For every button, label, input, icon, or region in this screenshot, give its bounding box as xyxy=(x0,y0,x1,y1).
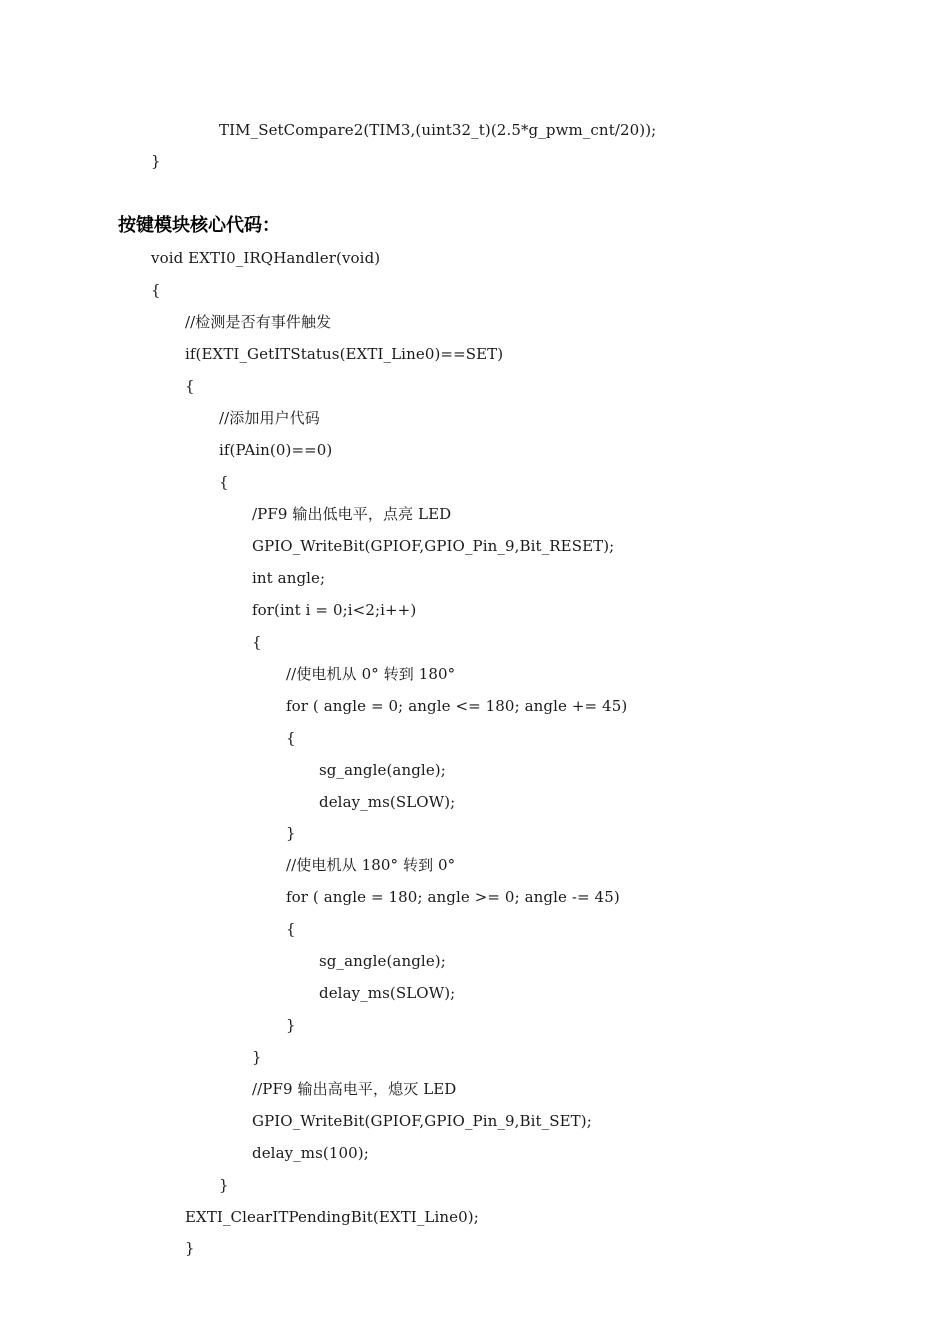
code-comment: //使电机从 0° 转到 180° xyxy=(286,665,456,683)
section-heading: 按键模块核心代码： xyxy=(118,215,280,236)
code-line: } xyxy=(286,1016,296,1034)
code-line: } xyxy=(252,1048,262,1066)
code-line: int angle; xyxy=(252,569,326,587)
code-comment: //检测是否有事件触发 xyxy=(185,313,332,331)
code-line: { xyxy=(151,281,161,299)
code-line: } xyxy=(286,824,296,842)
code-comment: //PF9 输出高电平，熄灭 LED xyxy=(252,1080,457,1098)
code-comment: /PF9 输出低电平，点亮 LED xyxy=(252,505,452,523)
code-line: for ( angle = 180; angle >= 0; angle -= 45) xyxy=(286,888,620,906)
code-line: delay_ms(100); xyxy=(252,1144,369,1162)
code-line: sg_angle(angle); xyxy=(319,952,446,970)
code-line: { xyxy=(286,920,296,938)
code-line: } xyxy=(185,1239,195,1257)
code-line: { xyxy=(252,633,262,651)
code-line: delay_ms(SLOW); xyxy=(319,793,456,811)
code-line: EXTI_ClearITPendingBit(EXTI_Line0); xyxy=(185,1208,479,1226)
code-line: for ( angle = 0; angle <= 180; angle += 45) xyxy=(286,697,628,715)
code-line: if(EXTI_GetITStatus(EXTI_Line0)==SET) xyxy=(185,345,504,363)
code-line: GPIO_WriteBit(GPIOF,GPIO_Pin_9,Bit_SET); xyxy=(252,1112,592,1130)
code-line: GPIO_WriteBit(GPIOF,GPIO_Pin_9,Bit_RESET); xyxy=(252,537,615,555)
code-line: for(int i = 0;i<2;i++) xyxy=(252,601,417,619)
code-line: { xyxy=(219,473,229,491)
code-line: sg_angle(angle); xyxy=(319,761,446,779)
code-line: { xyxy=(185,377,195,395)
code-comment: //使电机从 180° 转到 0° xyxy=(286,856,456,874)
code-line: if(PAin(0)==0) xyxy=(219,441,333,459)
code-line: { xyxy=(286,729,296,747)
code-line: TIM_SetCompare2(TIM3,(uint32_t)(2.5*g_pwm_cnt/20)); xyxy=(219,121,657,139)
code-line: } xyxy=(219,1176,229,1194)
code-line: delay_ms(SLOW); xyxy=(319,984,456,1002)
code-line: void EXTI0_IRQHandler(void) xyxy=(151,249,381,267)
code-line: } xyxy=(151,152,161,170)
code-comment: //添加用户代码 xyxy=(219,409,320,427)
